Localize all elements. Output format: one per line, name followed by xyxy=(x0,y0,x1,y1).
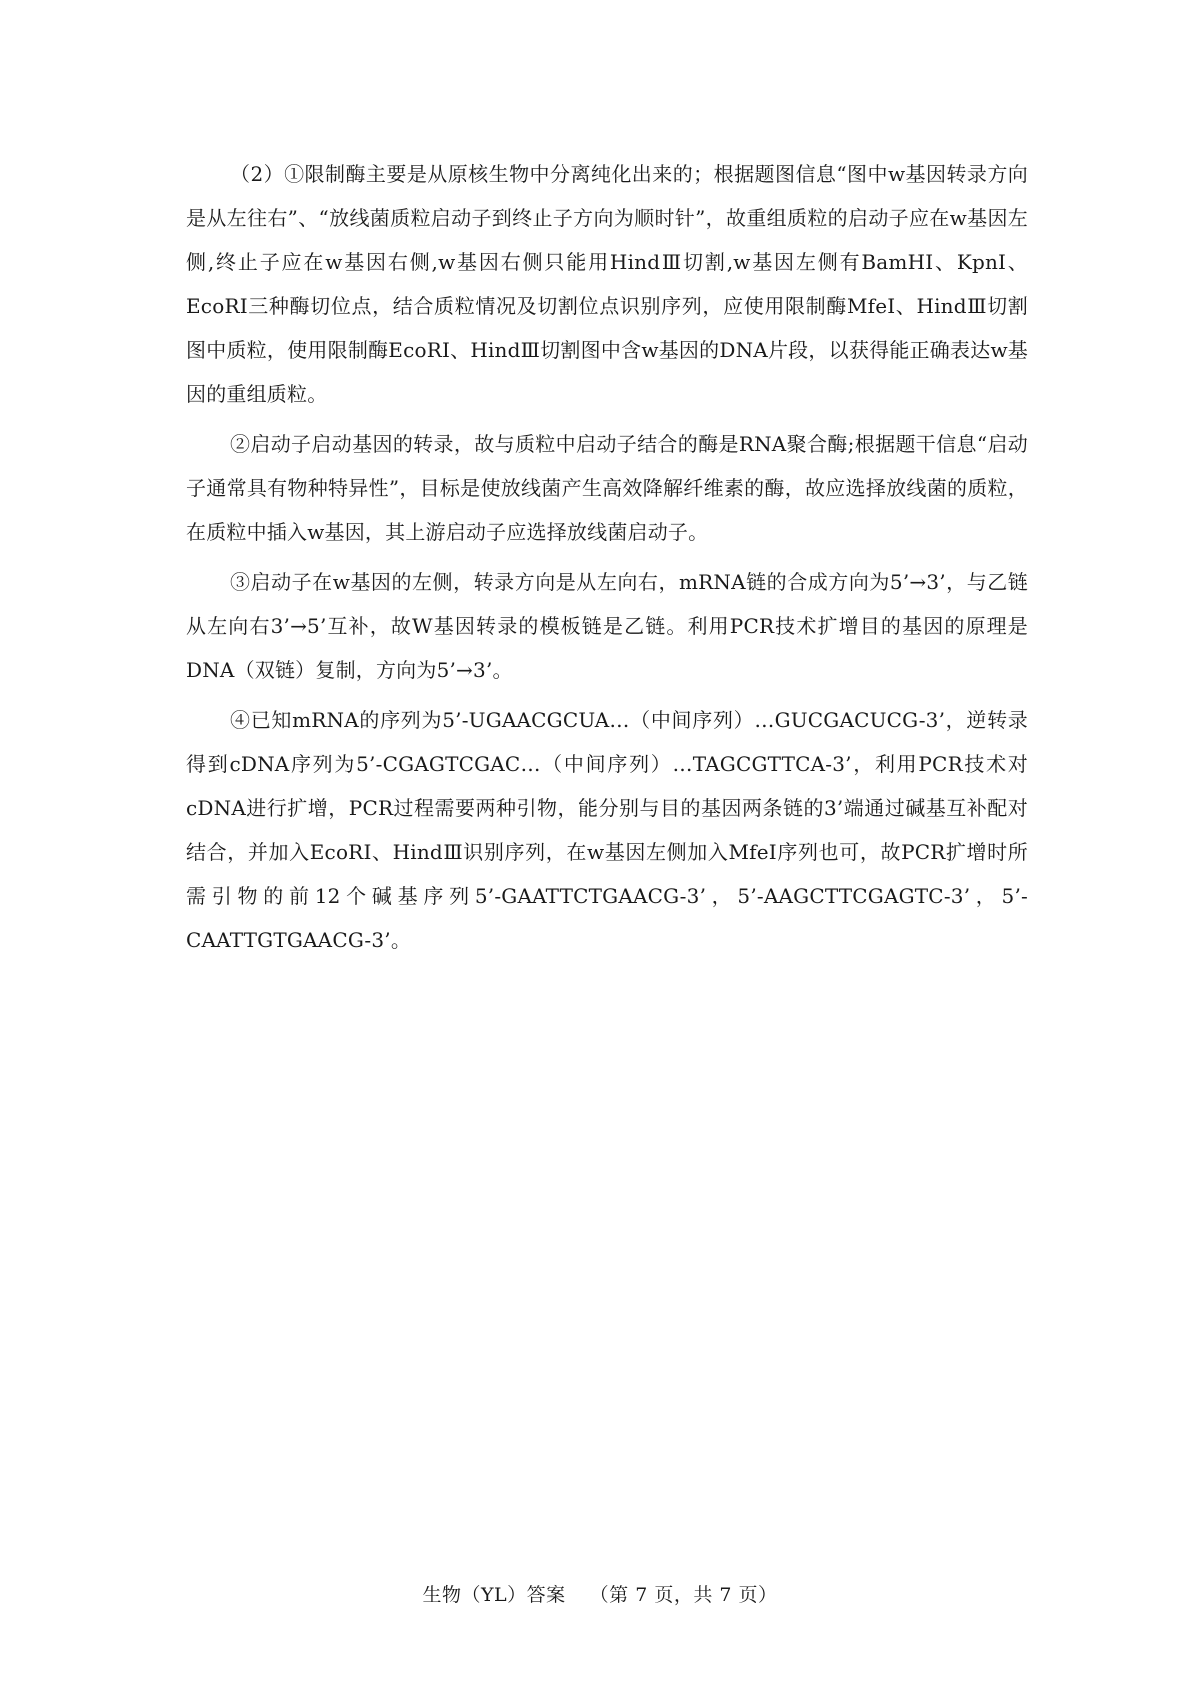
answer-body xyxy=(186,152,1028,962)
page-footer xyxy=(0,1582,1200,1608)
answer-paragraph-4: ④已知mRNA的序列为5’-UGAACGCUA…（中间序列）…GUCGACUCG-3’，逆转录得到cDNA序列为5’-CGAGTCGAC…（中间序列）…TAGCGTTCA-3’，利用PCR技术对cDNA进行扩增，PCR过程需要两种引物，能分别与目的基因两条链的3’端通过碱基互补配对结合，并加入EcoRI、HindⅢ识别序列，在w基因左侧加入MfeI序列也可，故PCR扩增时所需引物的前12个碱基序列5’-GAATTCTGAACG-3’，5’-AAGCTTCGAGTC-3’，5’-CAATTGTGAACG-3’。 xyxy=(186,708,1028,952)
footer-subject: 生物（YL）答案 xyxy=(422,1584,566,1606)
footer-page-number: （第 7 页，共 7 页） xyxy=(589,1584,778,1606)
answer-paragraph-1: （2）①限制酶主要是从原核生物中分离纯化出来的；根据题图信息“图中w基因转录方向是从左往右”、“放线菌质粒启动子到终止子方向为顺时针”，故重组质粒的启动子应在w基因左侧,终止子应在w基因右侧,w基因右侧只能用HindⅢ切割,w基因左侧有BamHI、KpnI、EcoRI三种酶切位点，结合质粒情况及切割位点识别序列，应使用限制酶MfeI、HindⅢ切割图中质粒，使用限制酶EcoRI、HindⅢ切割图中含w基因的DNA片段，以获得能正确表达w基因的重组质粒。 xyxy=(186,162,1028,406)
answer-paragraph-3: ③启动子在w基因的左侧，转录方向是从左向右，mRNA链的合成方向为5’→3’，与乙链从左向右3’→5’互补，故W基因转录的模板链是乙链。利用PCR技术扩增目的基因的原理是DNA（双链）复制，方向为5’→3’。 xyxy=(186,570,1028,682)
answer-paragraph-2: ②启动子启动基因的转录，故与质粒中启动子结合的酶是RNA聚合酶;根据题干信息“启动子通常具有物种特异性”，目标是使放线菌产生高效降解纤维素的酶，故应选择放线菌的质粒，在质粒中插入w基因，其上游启动子应选择放线菌启动子。 xyxy=(186,432,1028,544)
